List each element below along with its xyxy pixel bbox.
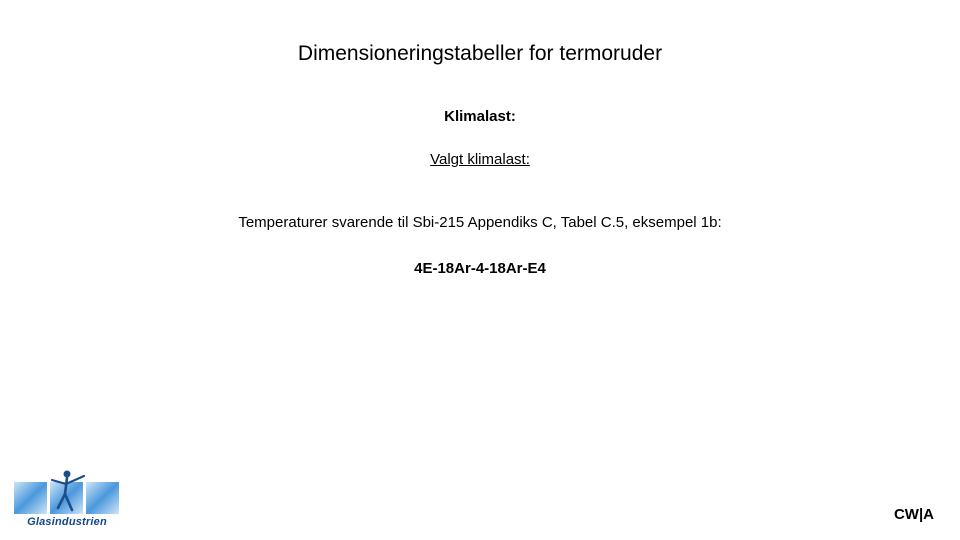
temperature-note: Temperaturer svarende til Sbi-215 Appendiks C, Tabel C.5, eksempel 1b: [238,214,722,231]
slide-title: Dimensioneringstabeller for termoruder [297,42,663,65]
glazing-code: 4E-18Ar-4-18Ar-E4 [414,260,546,277]
glasindustrien-logo [12,470,122,530]
climate-load-label: Klimalast: [444,108,516,125]
selected-climate-load-label: Valgt klimalast: [430,151,530,168]
footer-mark: CW|A [893,506,934,523]
logo-text: Glasindustrien [27,516,107,528]
glass-panes-figure-icon [12,470,122,516]
